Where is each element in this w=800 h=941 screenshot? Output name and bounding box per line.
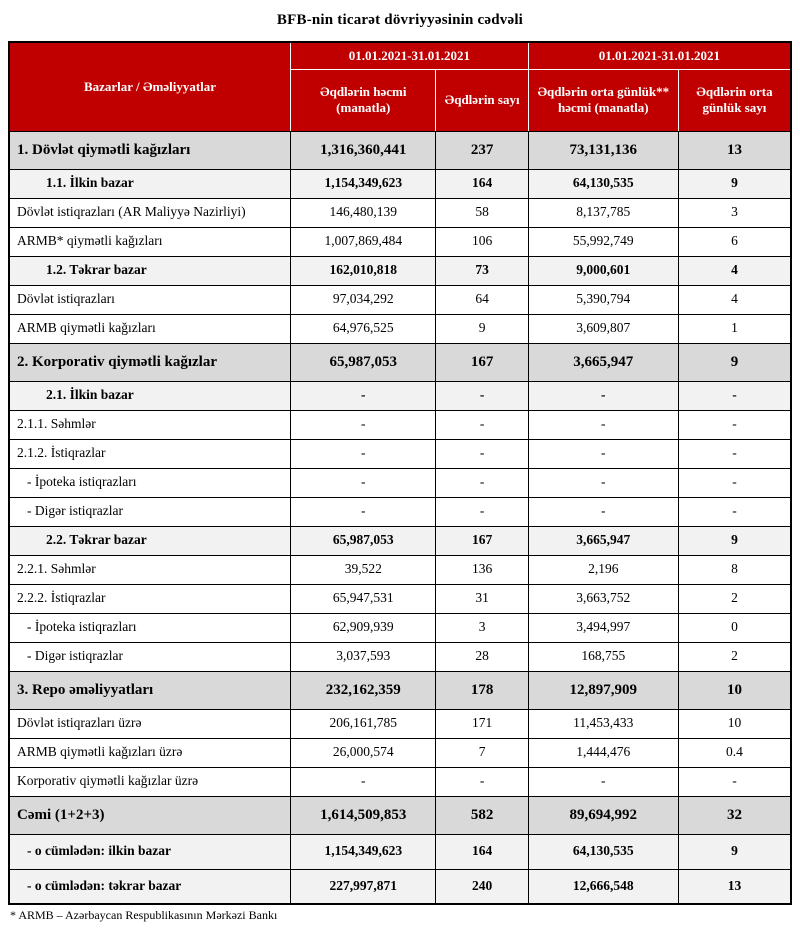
row-value: 10 (678, 709, 791, 738)
row-value: 55,992,749 (528, 227, 678, 256)
row-label: 2.2.1. Səhmlər (9, 555, 291, 584)
row-value: 97,034,292 (291, 285, 436, 314)
table-row (9, 869, 791, 904)
row-label: - İpoteka istiqrazları (9, 468, 291, 497)
row-label: - o cümlədən: ilkin bazar (9, 834, 291, 869)
row-value: 64 (436, 285, 528, 314)
row-value: 2,196 (528, 555, 678, 584)
table-row (9, 410, 791, 439)
row-value: 164 (436, 169, 528, 198)
row-value: - (436, 767, 528, 796)
table-row (9, 767, 791, 796)
row-value: 13 (678, 131, 791, 169)
table-row (9, 738, 791, 767)
row-value: 9 (678, 169, 791, 198)
table-row (9, 285, 791, 314)
page-title: BFB-nin ticarət dövriyyəsinin cədvəli (276, 12, 524, 28)
table-row (9, 343, 791, 381)
table-row (9, 439, 791, 468)
row-value: 31 (436, 584, 528, 613)
row-label: 3. Repo əməliyyatları (9, 671, 291, 709)
row-value: 73 (436, 256, 528, 285)
row-value: 227,997,871 (291, 869, 436, 904)
period-header-1: 01.01.2021-31.01.2021 (291, 42, 529, 69)
row-label: 1.1. İlkin bazar (9, 169, 291, 198)
row-value: - (528, 410, 678, 439)
row-value: 1,154,349,623 (291, 169, 436, 198)
row-value: 9 (678, 526, 791, 555)
row-value: 65,987,053 (291, 526, 436, 555)
table-row (9, 227, 791, 256)
column-header-deal-count: Əqdlərin sayı (436, 69, 528, 131)
row-label: - o cümlədən: təkrar bazar (9, 869, 291, 904)
row-label: Dövlət istiqrazları üzrə (9, 709, 291, 738)
row-value: - (678, 410, 791, 439)
row-value: - (528, 468, 678, 497)
period-header-2: 01.01.2021-31.01.2021 (528, 42, 791, 69)
row-value: 106 (436, 227, 528, 256)
header-period-row (9, 42, 791, 69)
row-value: - (291, 439, 436, 468)
row-value: 9 (436, 314, 528, 343)
row-value: - (291, 767, 436, 796)
row-value: 9,000,601 (528, 256, 678, 285)
row-value: - (528, 767, 678, 796)
row-value: - (528, 381, 678, 410)
table-row (9, 584, 791, 613)
row-value: 1,614,509,853 (291, 796, 436, 834)
row-value: 4 (678, 285, 791, 314)
row-value: 1 (678, 314, 791, 343)
row-value: 6 (678, 227, 791, 256)
row-label: ARMB qiymətli kağızları üzrə (9, 738, 291, 767)
column-header-avg-daily-volume: Əqdlərin orta günlük** həcmi (manatla) (528, 69, 678, 131)
row-value: 89,694,992 (528, 796, 678, 834)
table-row (9, 613, 791, 642)
row-value: - (291, 410, 436, 439)
row-value: 26,000,574 (291, 738, 436, 767)
row-label: 2. Korporativ qiymətli kağızlar (9, 343, 291, 381)
row-value: - (678, 767, 791, 796)
row-label: Korporativ qiymətli kağızlar üzrə (9, 767, 291, 796)
row-value: 65,987,053 (291, 343, 436, 381)
row-label: Dövlət istiqrazları (9, 285, 291, 314)
row-value: - (436, 439, 528, 468)
table-row (9, 671, 791, 709)
table-row (9, 256, 791, 285)
row-value: 0.4 (678, 738, 791, 767)
row-label: ARMB qiymətli kağızları (9, 314, 291, 343)
table-row (9, 198, 791, 227)
row-value: 1,444,476 (528, 738, 678, 767)
row-label: Cəmi (1+2+3) (9, 796, 291, 834)
row-value: - (436, 410, 528, 439)
row-value: 13 (678, 869, 791, 904)
row-label: - İpoteka istiqrazları (9, 613, 291, 642)
table-header (9, 42, 791, 131)
row-value: 3,037,593 (291, 642, 436, 671)
row-value: 240 (436, 869, 528, 904)
row-value: 12,897,909 (528, 671, 678, 709)
row-value: 9 (678, 834, 791, 869)
column-header-deal-volume: Əqdlərin həcmi (manatla) (291, 69, 436, 131)
row-value: 64,130,535 (528, 169, 678, 198)
row-value: 3,665,947 (528, 526, 678, 555)
row-value: 1,154,349,623 (291, 834, 436, 869)
row-value: 3 (678, 198, 791, 227)
row-value: 3 (436, 613, 528, 642)
row-value: 62,909,939 (291, 613, 436, 642)
row-value: - (291, 468, 436, 497)
trading-turnover-table (8, 41, 792, 905)
table-row (9, 314, 791, 343)
row-value: 64,976,525 (291, 314, 436, 343)
row-value: 168,755 (528, 642, 678, 671)
row-value: 2 (678, 584, 791, 613)
row-value: - (291, 381, 436, 410)
table-row (9, 169, 791, 198)
row-value: - (678, 381, 791, 410)
row-value: 73,131,136 (528, 131, 678, 169)
column-header-markets-operations: Bazarlar / Əməliyyatlar (9, 42, 291, 131)
row-value: 3,665,947 (528, 343, 678, 381)
row-value: 65,947,531 (291, 584, 436, 613)
table-row (9, 796, 791, 834)
row-value: - (528, 439, 678, 468)
row-value: - (291, 497, 436, 526)
row-value: 1,007,869,484 (291, 227, 436, 256)
table-row (9, 381, 791, 410)
row-value: 237 (436, 131, 528, 169)
row-value: - (528, 497, 678, 526)
table-body (9, 131, 791, 904)
table-row (9, 468, 791, 497)
row-label: 2.1.2. İstiqrazlar (9, 439, 291, 468)
table-row (9, 709, 791, 738)
row-value: 7 (436, 738, 528, 767)
row-value: 1,316,360,441 (291, 131, 436, 169)
row-label: Dövlət istiqrazları (AR Maliyyə Nazirliyi) (9, 198, 291, 227)
row-value: 3,609,807 (528, 314, 678, 343)
row-value: 146,480,139 (291, 198, 436, 227)
row-value: 232,162,359 (291, 671, 436, 709)
row-value: 582 (436, 796, 528, 834)
row-value: 64,130,535 (528, 834, 678, 869)
column-header-avg-daily-count: Əqdlərin orta günlük sayı (678, 69, 791, 131)
row-value: 164 (436, 834, 528, 869)
row-label: 2.2. Təkrar bazar (9, 526, 291, 555)
row-value: 3,663,752 (528, 584, 678, 613)
row-value: - (436, 497, 528, 526)
table-row (9, 555, 791, 584)
row-value: 4 (678, 256, 791, 285)
row-value: 206,161,785 (291, 709, 436, 738)
row-value: 171 (436, 709, 528, 738)
row-value: 58 (436, 198, 528, 227)
row-value: 9 (678, 343, 791, 381)
table-row (9, 131, 791, 169)
table-row (9, 526, 791, 555)
row-value: 2 (678, 642, 791, 671)
row-label: 1.2. Təkrar bazar (9, 256, 291, 285)
row-value: 12,666,548 (528, 869, 678, 904)
row-value: 0 (678, 613, 791, 642)
row-value: 11,453,433 (528, 709, 678, 738)
row-value: - (678, 439, 791, 468)
row-value: - (436, 381, 528, 410)
table-row (9, 497, 791, 526)
row-value: - (678, 497, 791, 526)
row-label: 1. Dövlət qiymətli kağızları (9, 131, 291, 169)
row-value: - (678, 468, 791, 497)
row-value: 8,137,785 (528, 198, 678, 227)
row-value: - (436, 468, 528, 497)
row-value: 10 (678, 671, 791, 709)
row-label: 2.1.1. Səhmlər (9, 410, 291, 439)
row-value: 28 (436, 642, 528, 671)
table-row (9, 642, 791, 671)
row-value: 5,390,794 (528, 285, 678, 314)
footnote: * ARMB – Azərbaycan Respublikasının Mərkəzi Bankı (10, 908, 278, 922)
row-label: - Digər istiqrazlar (9, 642, 291, 671)
row-value: 3,494,997 (528, 613, 678, 642)
row-value: 8 (678, 555, 791, 584)
table-row (9, 834, 791, 869)
row-value: 178 (436, 671, 528, 709)
row-label: ARMB* qiymətli kağızları (9, 227, 291, 256)
row-value: 32 (678, 796, 791, 834)
row-label: 2.2.2. İstiqrazlar (9, 584, 291, 613)
row-value: 162,010,818 (291, 256, 436, 285)
row-value: 136 (436, 555, 528, 584)
row-value: 39,522 (291, 555, 436, 584)
row-value: 167 (436, 526, 528, 555)
row-value: 167 (436, 343, 528, 381)
row-label: - Digər istiqrazlar (9, 497, 291, 526)
row-label: 2.1. İlkin bazar (9, 381, 291, 410)
